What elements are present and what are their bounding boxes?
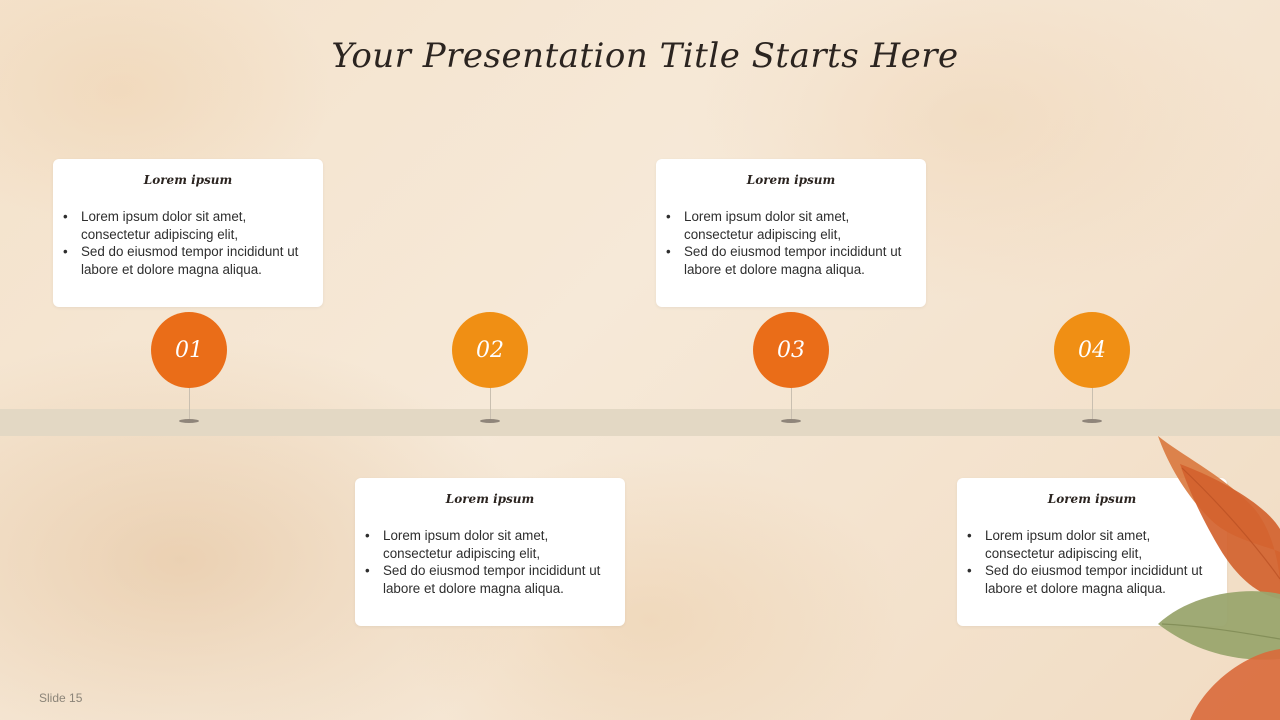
step-3-bullet-1: • Lorem ipsum dolor sit amet, consectetur adipiscing elit, bbox=[684, 208, 920, 243]
step-4-number-circle bbox=[1054, 312, 1130, 388]
step-4-bullet-1: • Lorem ipsum dolor sit amet, consectetur adipiscing elit, bbox=[985, 527, 1221, 562]
step-1-number: 01 bbox=[175, 337, 203, 363]
step-2-number-circle bbox=[452, 312, 528, 388]
step-3-number-circle bbox=[753, 312, 829, 388]
step-2-connector bbox=[490, 388, 491, 421]
step-2-marker-dot bbox=[480, 419, 500, 423]
step-4-connector bbox=[1092, 388, 1093, 421]
step-3-marker-dot bbox=[781, 419, 801, 423]
step-2-number: 02 bbox=[476, 337, 504, 363]
slide-title: Your Presentation Title Starts Here bbox=[331, 36, 959, 76]
step-2-bullet-2: • Sed do eiusmod tempor incididunt ut labore et dolore magna aliqua. bbox=[383, 562, 619, 597]
step-1-connector bbox=[189, 388, 190, 421]
orange-leaf-bottom bbox=[1190, 649, 1280, 720]
step-3-card bbox=[656, 159, 926, 307]
step-3-connector bbox=[791, 388, 792, 421]
step-2-card bbox=[355, 478, 625, 626]
step-3-bullet-2: • Sed do eiusmod tempor incididunt ut labore et dolore magna aliqua. bbox=[684, 243, 920, 278]
step-1-bullet-2: • Sed do eiusmod tempor incididunt ut labore et dolore magna aliqua. bbox=[81, 243, 317, 278]
autumn-leaves-decoration bbox=[1150, 434, 1280, 720]
step-1-marker-dot bbox=[179, 419, 199, 423]
step-2-bullet-1: • Lorem ipsum dolor sit amet, consectetur adipiscing elit, bbox=[383, 527, 619, 562]
step-1-card-title: Lorem ipsum bbox=[143, 173, 233, 187]
step-3-number: 03 bbox=[777, 337, 805, 363]
orange-leaf-large bbox=[1180, 464, 1280, 599]
step-1-bullet-1: • Lorem ipsum dolor sit amet, consectetur adipiscing elit, bbox=[81, 208, 317, 243]
step-1-card bbox=[53, 159, 323, 307]
step-1-bullet-list bbox=[81, 208, 317, 278]
step-2-bullet-list bbox=[383, 527, 619, 597]
step-1-number-circle bbox=[151, 312, 227, 388]
step-3-bullet-list bbox=[684, 208, 920, 278]
step-4-marker-dot bbox=[1082, 419, 1102, 423]
step-3-card-title: Lorem ipsum bbox=[746, 173, 836, 187]
step-2-card-title: Lorem ipsum bbox=[445, 492, 535, 506]
slide-number: Slide 15 bbox=[39, 691, 83, 705]
step-4-bullet-2: • Sed do eiusmod tempor incididunt ut labore et dolore magna aliqua. bbox=[985, 562, 1221, 597]
step-4-number: 04 bbox=[1078, 337, 1106, 363]
step-4-card-title: Lorem ipsum bbox=[1047, 492, 1137, 506]
